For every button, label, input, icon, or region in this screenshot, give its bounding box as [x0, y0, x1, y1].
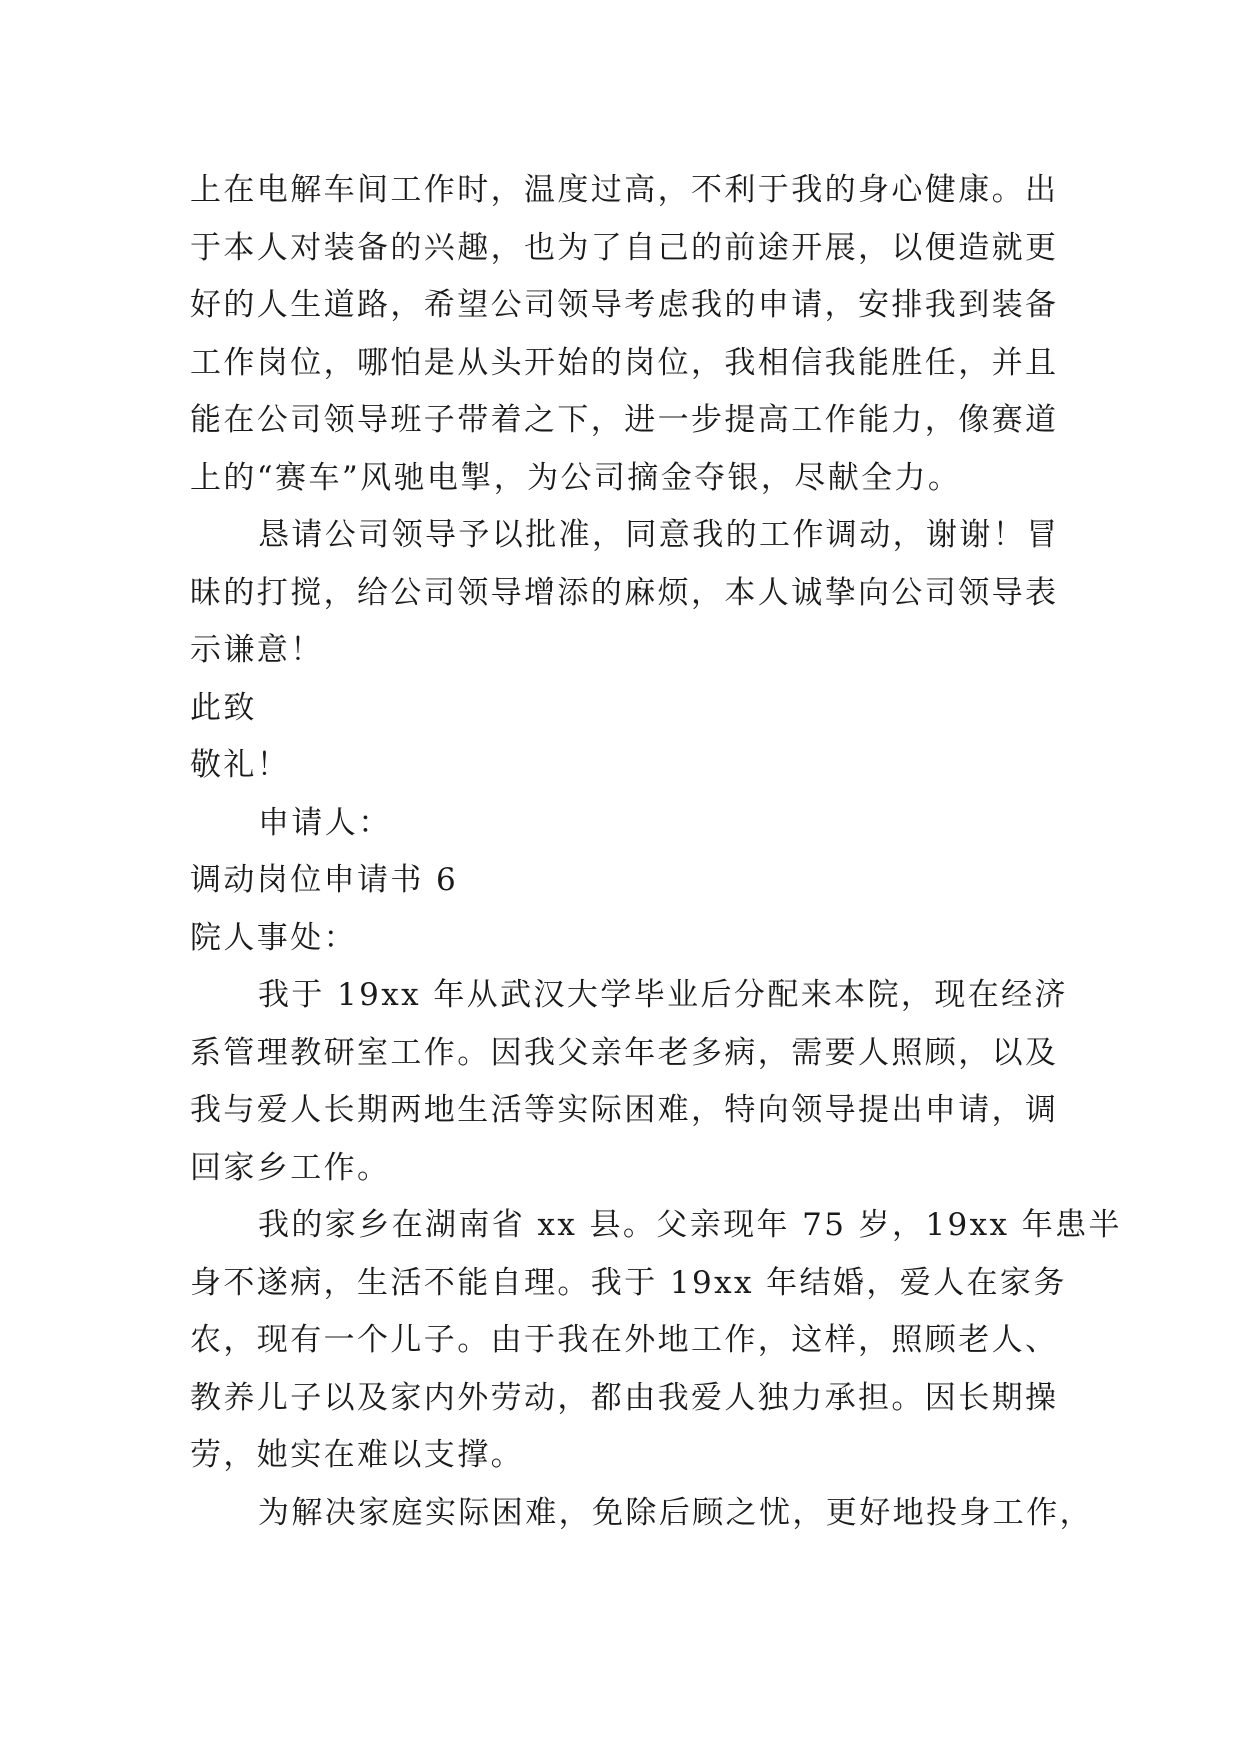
document-text-line: 好的人生道路，希望公司领导考虑我的申请，安排我到装备 — [190, 287, 1059, 323]
document-text-line: 劳，她实在难以支撑。 — [190, 1437, 524, 1473]
document-text-line: 我的家乡在湖南省 xx 县。父亲现年 75 岁，19xx 年患半 — [258, 1207, 1122, 1243]
document-text-line: 系管理教研室工作。因我父亲年老多病，需要人照顾，以及 — [190, 1034, 1059, 1071]
document-text-line: 教养儿子以及家内外劳动，都由我爱人独力承担。因长期操 — [190, 1379, 1059, 1416]
document-text-line: 工作岗位，哪怕是从头开始的岗位，我相信我能胜任，并且 — [190, 344, 1059, 381]
document-text-line: 为解决家庭实际困难，免除后顾之忧，更好地投身工作， — [258, 1494, 1093, 1531]
document-text-line: 我于 19xx 年从武汉大学毕业后分配来本院，现在经济 — [258, 977, 1068, 1013]
document-text-line: 此致 — [190, 689, 257, 726]
document-text-line: 能在公司领导班子带着之下，进一步提高工作能力，像赛道 — [190, 402, 1059, 438]
document-text-line: 昧的打搅，给公司领导增添的麻烦，本人诚挚向公司领导表 — [190, 574, 1059, 611]
document-text-line: 我与爱人长期两地生活等实际困难，特向领导提出申请，调 — [190, 1092, 1059, 1128]
document-text-line: 身不遂病，生活不能自理。我于 19xx 年结婚，爱人在家务 — [190, 1264, 1067, 1301]
document-text-line: 回家乡工作。 — [190, 1149, 391, 1186]
document-text-line: 于本人对装备的兴趣，也为了自己的前途开展，以便造就更 — [190, 229, 1059, 266]
document-text-line: 恳请公司领导予以批准，同意我的工作调动，谢谢！冒 — [258, 517, 1060, 553]
document-text-line: 上在电解车间工作时，温度过高，不利于我的身心健康。出 — [190, 172, 1059, 208]
document-body — [190, 162, 1122, 1542]
document-text-line: 申请人： — [258, 804, 392, 841]
document-text-line: 院人事处： — [190, 919, 357, 956]
document-text-line: 上的“赛车”风驰电掣，为公司摘金夺银，尽献全力。 — [190, 459, 962, 496]
document-text-line: 敬礼！ — [190, 747, 291, 783]
document-text-line: 调动岗位申请书 6 — [190, 862, 459, 898]
document-text-line: 示谦意！ — [190, 632, 324, 668]
document-text-line: 农，现有一个儿子。由于我在外地工作，这样，照顾老人、 — [190, 1322, 1059, 1358]
